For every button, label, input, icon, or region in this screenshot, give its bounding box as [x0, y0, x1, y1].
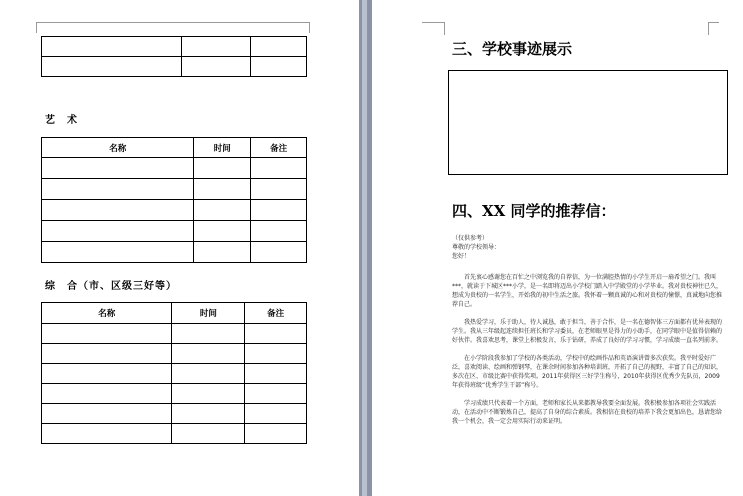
arts-table-cell: [251, 158, 307, 179]
school-achievements-photo-box: [448, 70, 728, 175]
right-page: [372, 0, 743, 496]
comprehensive-table-cell: [42, 344, 172, 364]
arts-table: [41, 137, 307, 263]
arts-table-cell: [194, 221, 251, 242]
comprehensive-table-cell: [172, 404, 245, 424]
comprehensive-table-row: [42, 324, 307, 344]
continued-table-row: [42, 37, 307, 57]
left-page: [0, 0, 359, 496]
page-gutter-highlight: [362, 0, 367, 496]
arts-table-cell: [251, 242, 307, 263]
arts-table-cell: [42, 242, 194, 263]
comprehensive-table-cell: [172, 424, 245, 444]
continued-table-cell: [182, 57, 251, 77]
comprehensive-table-row: [42, 424, 307, 444]
comprehensive-table-cell: [245, 364, 307, 384]
comprehensive-table-cell: [172, 344, 245, 364]
arts-table-row: [42, 221, 307, 242]
comprehensive-table-cell: [172, 384, 245, 404]
letter-greeting: 您好！: [452, 253, 471, 260]
arts-table-cell: [194, 200, 251, 221]
arts-table-cell: [194, 242, 251, 263]
crop-mark-top: [36, 22, 310, 33]
comprehensive-table-row: [42, 384, 307, 404]
comprehensive-table-row: [42, 344, 307, 364]
arts-header-name: 名称: [42, 138, 194, 158]
comprehensive-header-name: 名称: [42, 303, 172, 324]
letter-note: （仅供参考）: [452, 235, 489, 242]
arts-table-cell: [42, 221, 194, 242]
letter-paragraph-3: 在小学阶段我参加了学校的各类活动，学校中的绘画作品和英语演讲曾多次获奖。我平时爱好广泛，喜欢阅读、绘画和弹钢琴，在课余时间参加各种培训班，开拓了自己的视野，丰富了自己的知识，多次在区、市级比赛中获得奖项。2011年获得区三好学生称号，2010年获得区优秀少先队员，2009年获得班级“优秀学生干部”称号。: [452, 355, 723, 389]
comprehensive-table-cell: [245, 344, 307, 364]
arts-table-cell: [251, 179, 307, 200]
comprehensive-table-cell: [172, 324, 245, 344]
comprehensive-table-cell: [42, 364, 172, 384]
continued-table-cell: [251, 57, 307, 77]
arts-table-row: [42, 200, 307, 221]
continued-table-cell: [182, 37, 251, 57]
section3-title: 三、学校事迹展示: [452, 40, 573, 58]
letter-paragraph-2: 我热爱学习，乐于助人，待人诚恳，敢于担当，善于合作，是一名在德智体三方面都有优异表现的学生。我从三年级起连续担任班长和学习委员，在老师眼里是得力的小助手，在同学眼中是值得信赖的好伙伴。我喜欢思考，课堂上积极发言，乐于钻研，养成了良好的学习习惯，学习成绩一直名列前茅。: [452, 319, 723, 344]
arts-table-cell: [194, 158, 251, 179]
arts-table-cell: [42, 179, 194, 200]
comprehensive-table-row: [42, 404, 307, 424]
arts-header-time: 时间: [194, 138, 251, 158]
continued-table-cell: [42, 57, 182, 77]
arts-table-cell: [42, 200, 194, 221]
comprehensive-header-notes: 备注: [245, 303, 307, 324]
crop-mark-left: [422, 22, 445, 35]
arts-table-row: [42, 158, 307, 179]
comprehensive-section-label: 综 合（市、区级三好等）: [45, 281, 177, 292]
letter-salutation: 尊敬的学校领导：: [452, 244, 501, 251]
continued-table: [41, 36, 307, 77]
comprehensive-table-cell: [245, 424, 307, 444]
arts-section-label: 艺 术: [45, 115, 78, 126]
comprehensive-table: [41, 302, 307, 444]
continued-table-cell: [251, 37, 307, 57]
comprehensive-table-cell: [172, 364, 245, 384]
comprehensive-table-cell: [245, 384, 307, 404]
arts-table-cell: [251, 221, 307, 242]
continued-table-row: [42, 57, 307, 77]
arts-header-notes: 备注: [251, 138, 307, 158]
comprehensive-table-cell: [42, 324, 172, 344]
letter-paragraph-1: 首先衷心感谢您在百忙之中浏览我的自荐信，为一位满腔热情的小学生开启一扇希望之门。我叫***，就读于下城区***小学，是一名即将迈出小学校门踏入中学殿堂的小学毕业。我对贵校神往已久，想成为贵校的一名学生，开始我的初中生活之旅。我怀着一颗真诚的心和对贵校的憧憬，真诚地向您推荐自己。: [452, 274, 723, 308]
section4-title: 四、XX 同学的推荐信：: [452, 202, 616, 220]
crop-mark-right: [708, 22, 719, 35]
comprehensive-table-cell: [42, 404, 172, 424]
comprehensive-table-cell: [245, 324, 307, 344]
comprehensive-header-time: 时间: [172, 303, 245, 324]
comprehensive-table-cell: [42, 384, 172, 404]
letter-paragraph-4: 学习成绩只代表着一个方面，老师和家长从来都教导我要全面发展。我积极参加各项社会实践活动，在活动中不断锻炼自己，提高了自身的综合素质。我相信在贵校的培养下我会更加出色，恳请您给我一个机会，我一定会用实际行动来证明。: [452, 400, 723, 425]
continued-table-cell: [42, 37, 182, 57]
arts-table-cell: [251, 200, 307, 221]
comprehensive-table-row: [42, 364, 307, 384]
arts-table-row: [42, 179, 307, 200]
comprehensive-table-cell: [42, 424, 172, 444]
arts-table-row: [42, 242, 307, 263]
recommendation-letter: [452, 234, 722, 435]
comprehensive-table-cell: [245, 404, 307, 424]
arts-table-cell: [42, 158, 194, 179]
arts-table-cell: [194, 179, 251, 200]
